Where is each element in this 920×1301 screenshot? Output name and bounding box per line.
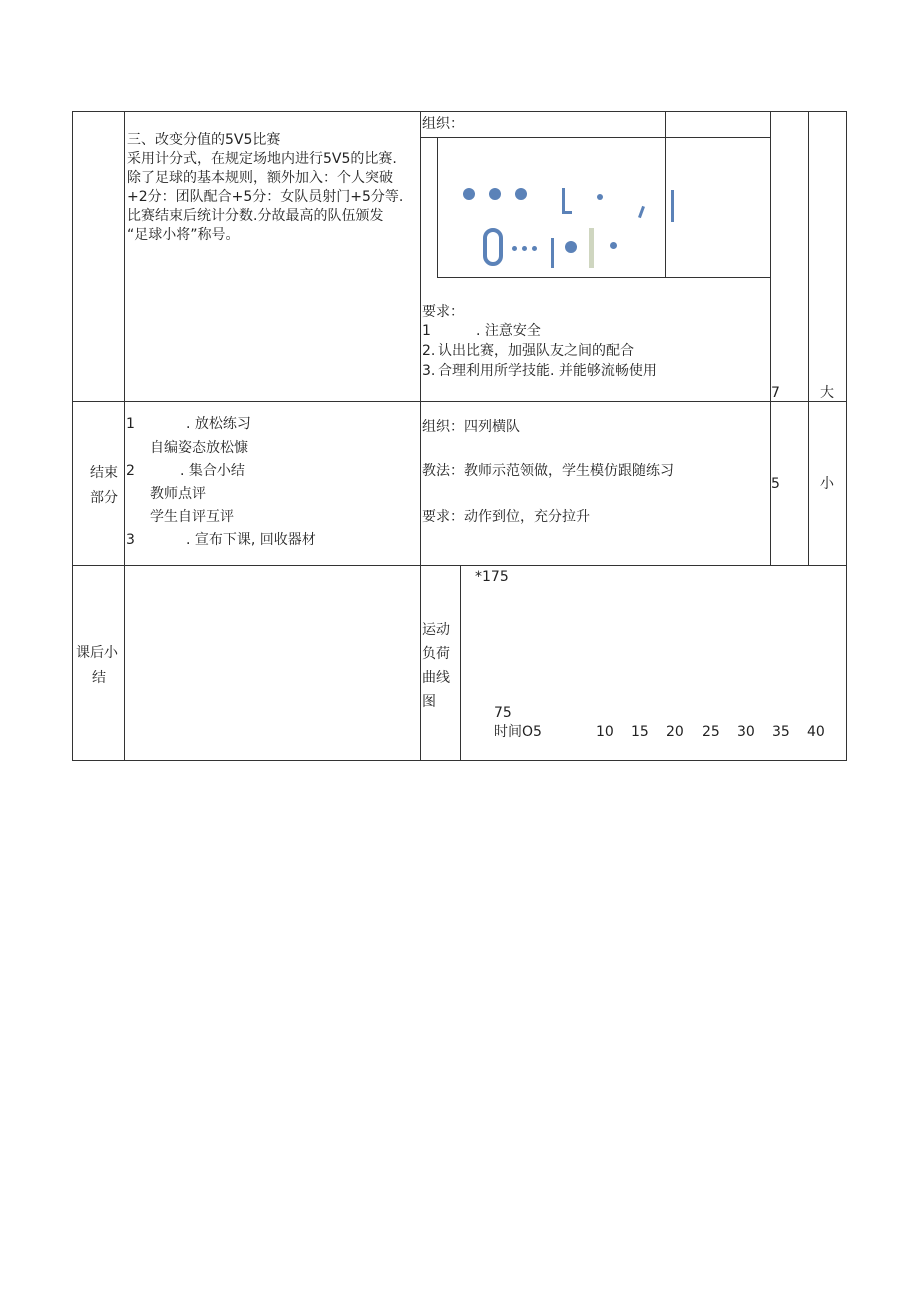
player-marker bbox=[515, 188, 527, 200]
section3-line-5: “足球小将”称号。 bbox=[127, 227, 240, 243]
goal-post bbox=[671, 190, 674, 222]
section3-req-title: 要求： bbox=[422, 304, 464, 320]
section3-req-1-num: 1 bbox=[422, 323, 431, 339]
section3-title: 三、改变分值的5V5比赛 bbox=[127, 132, 281, 148]
chart-x-tick: 15 bbox=[631, 724, 649, 740]
chart-x-tick: 20 bbox=[666, 724, 684, 740]
chart-x-tick: 10 bbox=[596, 724, 614, 740]
ball-marker bbox=[522, 246, 527, 251]
section3-org-label: 组织： bbox=[422, 116, 464, 132]
chart-x-tick: 40 bbox=[807, 724, 825, 740]
curve-label-3: 曲线 bbox=[422, 670, 450, 686]
goal-post bbox=[551, 238, 554, 268]
field-line bbox=[589, 228, 594, 268]
chart-x-prefix: 时间O5 bbox=[494, 724, 542, 740]
chart-x-tick: 35 bbox=[772, 724, 790, 740]
section3-req-2-num: 2. bbox=[422, 343, 436, 359]
section3-line-3: +2分：团队配合+5分：女队员射门+5分等. bbox=[127, 189, 404, 205]
ending-item-6-text: . 宣布下课, 回收器材 bbox=[186, 532, 316, 548]
player-marker bbox=[489, 188, 501, 200]
ending-org: 组织：四列横队 bbox=[422, 419, 520, 435]
ending-req: 要求：动作到位，充分拉升 bbox=[422, 509, 590, 525]
ending-label-2: 部分 bbox=[90, 490, 118, 506]
ending-item-6-num: 3 bbox=[126, 532, 135, 548]
ending-method: 教法：教师示范领做，学生模仿跟随练习 bbox=[422, 463, 674, 479]
chart-y-top: *175 bbox=[475, 569, 509, 585]
player-marker bbox=[565, 241, 577, 253]
section3-line-1: 采用计分式，在规定场地内进行5V5的比赛. bbox=[127, 151, 397, 167]
chart-y-bottom: 75 bbox=[494, 705, 512, 721]
summary-label-1: 课后小 bbox=[76, 645, 118, 661]
ending-time: 5 bbox=[771, 476, 780, 492]
ending-label-1: 结束 bbox=[90, 465, 118, 481]
curve-label-4: 图 bbox=[422, 694, 436, 710]
ball-marker bbox=[610, 242, 617, 249]
summary-label-2: 结 bbox=[92, 670, 106, 686]
ending-item-1-text: . 放松练习 bbox=[186, 416, 251, 432]
ending-item-1-num: 1 bbox=[126, 416, 135, 432]
player-marker bbox=[463, 188, 475, 200]
section3-req-1-text: . 注意安全 bbox=[476, 323, 541, 339]
ending-item-2-text: 自编姿态放松慷 bbox=[150, 440, 248, 456]
ending-intensity: 小 bbox=[820, 476, 834, 492]
section3-req-3-num: 3. bbox=[422, 363, 436, 379]
ending-item-4-text: 教师点评 bbox=[150, 486, 206, 502]
section3-line-4: 比赛结束后统计分数.分故最高的队伍颁发 bbox=[127, 208, 384, 224]
section3-time: 7 bbox=[771, 385, 780, 401]
ball-marker bbox=[597, 194, 603, 200]
curve-label-1: 运动 bbox=[422, 622, 450, 638]
section3-intensity: 大 bbox=[820, 385, 834, 401]
section3-line-2: 除了足球的基本规则，额外加入：个人突破 bbox=[127, 170, 393, 186]
ball-marker bbox=[532, 246, 537, 251]
flag-marker bbox=[638, 206, 645, 218]
section3-req-2-text: 认出比赛，加强队友之间的配合 bbox=[438, 343, 634, 359]
curve-label-2: 负荷 bbox=[422, 646, 450, 662]
ending-item-3-text: . 集合小结 bbox=[180, 463, 245, 479]
cone-marker bbox=[562, 211, 572, 214]
ending-item-3-num: 2 bbox=[126, 463, 135, 479]
ending-item-5-text: 学生自评互评 bbox=[150, 509, 234, 525]
goal-circle bbox=[483, 228, 503, 266]
section3-req-3-text: 合理利用所学技能. 并能够流畅使用 bbox=[438, 363, 657, 379]
chart-x-tick: 30 bbox=[737, 724, 755, 740]
chart-x-tick: 25 bbox=[702, 724, 720, 740]
ball-marker bbox=[512, 246, 517, 251]
